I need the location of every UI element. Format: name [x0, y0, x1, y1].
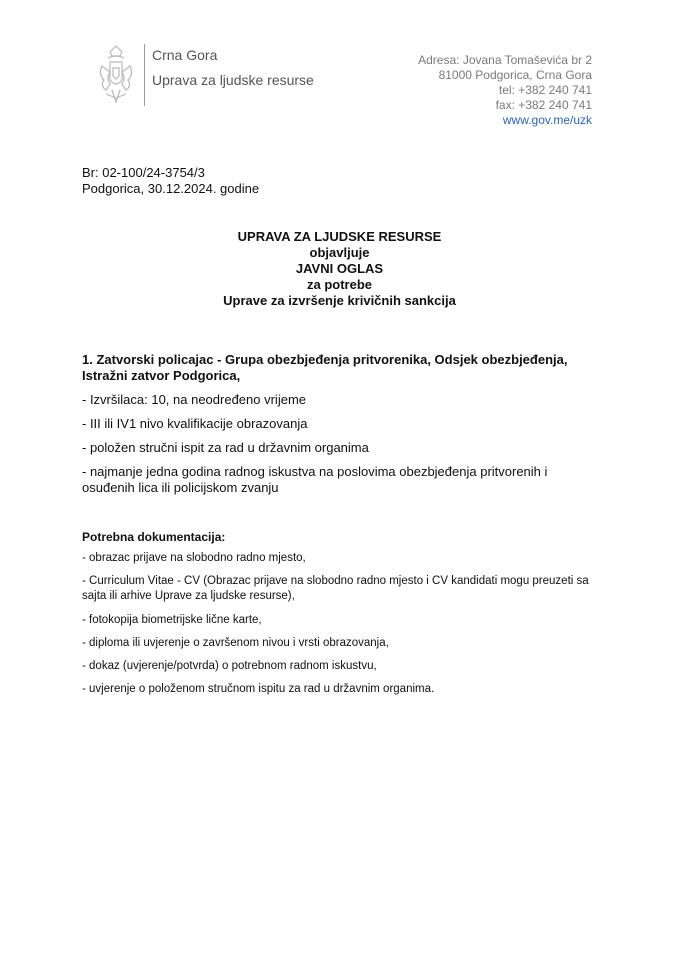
- org-name-agency: Uprava za ljudske resurse: [152, 72, 314, 88]
- place-date: Podgorica, 30.12.2024. godine: [82, 181, 260, 196]
- contact-address: Adresa: Jovana Tomaševića br 2: [418, 53, 592, 67]
- document-item: - Curriculum Vitae - CV (Obrazac prijave na slobodno radno mjesto i CV kandidati mogu preuzeti sa sajta ili arhive Uprave za ljudske resurse),: [82, 575, 589, 602]
- requirement-item: - III ili IV1 nivo kvalifikacije obrazovanja: [82, 416, 308, 431]
- document-item: - obrazac prijave na slobodno radno mjesto,: [82, 552, 306, 564]
- contact-website-link[interactable]: www.gov.me/uzk: [502, 113, 592, 127]
- reference-block: [82, 165, 259, 197]
- documents-heading: Potrebna dokumentacija:: [82, 530, 226, 544]
- announcement-title: JAVNI OGLAS: [295, 261, 384, 276]
- header-divider: [144, 44, 145, 106]
- requirement-item: - položen stručni ispit za rad u državnim organima: [82, 440, 369, 455]
- contact-fax: fax: +382 240 741: [495, 98, 592, 112]
- org-name-country: Crna Gora: [152, 47, 218, 63]
- position-title: 1. Zatvorski policajac - Grupa obezbjeđenja pritvorenika, Odsjek obezbjeđenja, Istražni zatvor Podgorica,: [82, 352, 568, 383]
- announcement-verb: objavljuje: [309, 245, 370, 260]
- issuer: UPRAVA ZA LJUDSKE RESURSE: [237, 229, 442, 244]
- document-item: - uvjerenje o položenom stručnom ispitu za rad u državnim organima.: [82, 683, 435, 695]
- contact-tel: tel: +382 240 741: [498, 83, 592, 97]
- contact-city: 81000 Podgorica, Crna Gora: [438, 68, 592, 82]
- announcement-beneficiary: Uprave za izvršenje krivičnih sankcija: [223, 293, 456, 308]
- contact-block: [418, 53, 592, 128]
- reference-number: Br: 02-100/24-3754/3: [82, 165, 205, 180]
- requirement-item: - Izvršilaca: 10, na neodređeno vrijeme: [82, 392, 307, 407]
- montenegro-coat-of-arms-icon: [94, 44, 138, 106]
- document-item: - diploma ili uvjerenje o završenom nivou i vrsti obrazovanja,: [82, 637, 389, 649]
- requirement-item: - najmanje jedna godina radnog iskustva na poslovima obezbjeđenja pritvorenih i osuđenih lica ili policijskom zvanju: [82, 464, 548, 495]
- document-item: - dokaz (uvjerenje/potvrda) o potrebnom radnom iskustvu,: [82, 660, 377, 672]
- announcement-heading: [0, 229, 679, 309]
- announcement-purpose: za potrebe: [306, 277, 372, 292]
- document-item: - fotokopija biometrijske lične karte,: [82, 614, 262, 626]
